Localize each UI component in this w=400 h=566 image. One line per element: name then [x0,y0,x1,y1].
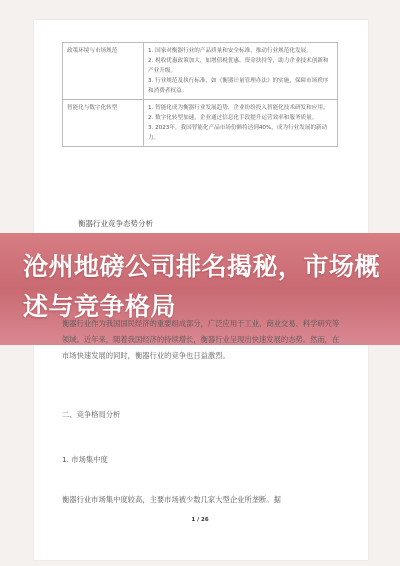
table-item: 1. 国家对衡器行业的产品质量和安全标准，推动行业规范化发展。 [148,48,312,54]
table-item: 3. 2023年，我国智能化产品市场份额将达到40%，成为行业发展的新动力。 [148,125,328,141]
table-row [63,100,338,147]
sub-heading: 二、竞争格局分析 [62,410,121,419]
table-row [63,43,338,100]
section-heading: 衡器行业竞争态势分析 [78,219,153,228]
sub-heading: 1. 市场集中度 [62,455,108,464]
table-item: 2. 税收优惠政策加大，如增值税优惠、资金扶持等，助力企业技术创新和产业升级。 [148,58,329,74]
page-number: 1 / 26 [191,517,209,523]
table-row-content [144,43,338,100]
table-item: 1. 智能化成为衡器行业发展趋势，企业纷纷投入智能化技术研发和应用。 [148,105,329,111]
policy-table [62,42,338,147]
table-row-label: 政策环境与市场规范 [63,43,144,100]
table-row-label: 智能化与数字化转型 [63,100,144,147]
banner-title: 沧州地磅公司排名揭秘，市场概述与竞争格局 [23,252,381,321]
table-row-content [144,100,338,147]
body-paragraph: 衡器行业作为我国国民经济的重要组成部分，广泛应用于工业、商业交易、科学研究等领域。近年来，随着我国经济的持续增长，衡器行业呈现出快速发展的态势。然而，在市场快速发展的同时，衡器行业的竞争也日益激烈。 [62,319,340,360]
table-item: 3. 行业规范及执行标准，如《衡器计量管理办法》的实施，保障市场秩序和消费者权益。 [148,78,329,94]
body-paragraph: 衡器行业市场集中度较高，主要市场被少数几家大型企业所垄断。据 [62,495,281,504]
table-item: 2. 数字化转型加速，企业通过信息化手段提升运营效率和服务质量。 [148,115,318,121]
